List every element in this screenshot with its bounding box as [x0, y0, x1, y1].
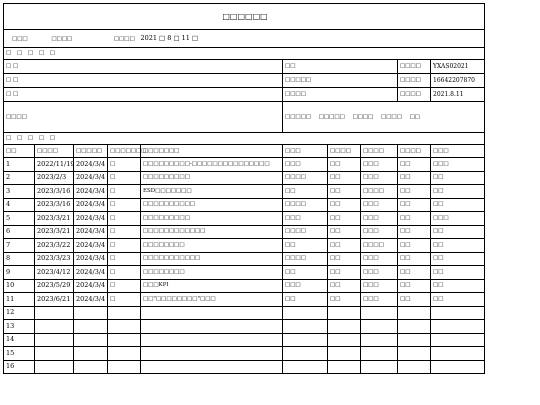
info-value-3: 2021.8.11 [431, 88, 485, 102]
table-row [4, 266, 485, 280]
cell-c3: □ [108, 212, 141, 226]
cell-c8: □□ [398, 293, 431, 307]
cell-c6: □□ [328, 252, 361, 266]
column-header-row [4, 145, 485, 158]
table-row [4, 185, 485, 199]
cell-desc: □□□□□□□□□□ [141, 198, 283, 212]
table-row [4, 320, 485, 334]
cell-c9 [431, 320, 485, 334]
cell-d2: 2024/3/4 [74, 239, 108, 253]
table-row [4, 198, 485, 212]
info-label-1: □□□□ [398, 60, 431, 74]
cell-no: 4 [4, 198, 35, 212]
scope-option-2[interactable]: □□□□□ [318, 113, 345, 120]
table-row [4, 212, 485, 226]
cell-c6: □□ [328, 158, 361, 172]
cell-c8: □□ [398, 171, 431, 185]
cell-desc: □□□KPI [141, 279, 283, 293]
info-key-2: □ □ [4, 74, 283, 88]
cell-d1 [35, 347, 74, 361]
cell-c6 [328, 333, 361, 347]
table-row [4, 171, 485, 185]
cell-c6: □□ [328, 293, 361, 307]
cell-c8: □□ [398, 239, 431, 253]
info-field-3: □□□□ [283, 88, 398, 102]
cell-desc [141, 306, 283, 320]
cell-c3: □ [108, 293, 141, 307]
cell-c3: □ [108, 171, 141, 185]
cell-c8: □□ [398, 212, 431, 226]
meta-date: 2021 □ 8 □ 11 □ [140, 33, 199, 42]
cell-d1: 2023/3/21 [35, 225, 74, 239]
cell-c6 [328, 306, 361, 320]
cell-desc: □□□□□□□□ [141, 239, 283, 253]
scope-option-3[interactable]: □□□□ [352, 113, 374, 120]
cell-c8: □□ [398, 266, 431, 280]
cell-c8 [398, 347, 431, 361]
cell-no: 15 [4, 347, 35, 361]
cell-c6: □□ [328, 212, 361, 226]
info-value-2: 16642207870 [431, 74, 485, 88]
cell-c6: □□ [328, 266, 361, 280]
info-key-1: □ □ [4, 60, 283, 74]
cell-c7: □□□ [361, 252, 398, 266]
cell-desc: ESD□□□□□□□ [141, 185, 283, 199]
cell-c5: □□□ [283, 212, 328, 226]
cell-c5: □□ [283, 293, 328, 307]
cell-c6: □□ [328, 225, 361, 239]
cell-c3: □ [108, 225, 141, 239]
cell-c5: □□□□ [283, 171, 328, 185]
cell-c5: □□□ [283, 279, 328, 293]
cell-no: 2 [4, 171, 35, 185]
cell-c7: □□□ [361, 198, 398, 212]
scope-label: □□□□ [4, 102, 283, 133]
document-sheet [3, 3, 484, 374]
cell-c7 [361, 333, 398, 347]
cell-c3: □ [108, 279, 141, 293]
cell-c9: □□ [431, 252, 485, 266]
cell-c7 [361, 347, 398, 361]
cell-desc [141, 320, 283, 334]
cell-c7: □□□ [361, 266, 398, 280]
cell-c8 [398, 306, 431, 320]
cell-c6 [328, 347, 361, 361]
cell-d1 [35, 360, 74, 374]
info-label-2: □□□□ [398, 74, 431, 88]
cell-d1: 2023/3/22 [35, 239, 74, 253]
cell-c7: □□□ [361, 279, 398, 293]
cell-c9: □□ [431, 239, 485, 253]
meta-label-2: □□□□ [113, 35, 135, 42]
cell-d2 [74, 333, 108, 347]
column-header: □□□□ [361, 145, 398, 158]
cell-desc: □□□□□□□□ [141, 266, 283, 280]
form-title: □□□□□□ [4, 4, 485, 30]
table-row [4, 347, 485, 361]
cell-d2 [74, 320, 108, 334]
cell-no: 12 [4, 306, 35, 320]
cell-d1: 2023/4/12 [35, 266, 74, 280]
cell-d2: 2024/3/4 [74, 293, 108, 307]
cell-c9 [431, 347, 485, 361]
cell-c7 [361, 320, 398, 334]
scope-options [283, 102, 485, 133]
table-row [4, 252, 485, 266]
cell-c5: □□□□ [283, 225, 328, 239]
cell-desc [141, 333, 283, 347]
cell-c8: □□ [398, 185, 431, 199]
cell-no: 7 [4, 239, 35, 253]
cell-d2 [74, 360, 108, 374]
cell-d2: 2024/3/4 [74, 171, 108, 185]
cell-c6: □□ [328, 185, 361, 199]
cell-d2: 2024/3/4 [74, 198, 108, 212]
cell-desc: □□□□□□□□□ [141, 171, 283, 185]
cell-no: 13 [4, 320, 35, 334]
cell-c3: □ [108, 185, 141, 199]
cell-d2: 2024/3/4 [74, 158, 108, 172]
cell-c8: □□ [398, 252, 431, 266]
info-field-1: □□ [283, 60, 398, 74]
cell-c9: □□ [431, 198, 485, 212]
column-header: □□ [4, 145, 35, 158]
cell-c8 [398, 333, 431, 347]
cell-c9: □□□ [431, 158, 485, 172]
cell-c5: □□□□ [283, 198, 328, 212]
meta-label-1: □□□ [12, 35, 28, 42]
info-field-2: □□□□□ [283, 74, 398, 88]
cell-c5 [283, 333, 328, 347]
table-body [4, 158, 485, 374]
cell-d1: 2023/3/16 [35, 185, 74, 199]
cell-desc: □□□□□□□□□□□ [141, 252, 283, 266]
cell-d1: 2022/11/19 [35, 158, 74, 172]
cell-c6 [328, 360, 361, 374]
info-key-3: □ □ [4, 88, 283, 102]
cell-d1: 2023/3/16 [35, 198, 74, 212]
scope-option-1[interactable]: □□□□□ [285, 113, 311, 120]
cell-c8 [398, 360, 431, 374]
column-header: □□□□□ [74, 145, 108, 158]
cell-c9: □□ [431, 266, 485, 280]
cell-c3: □ [108, 239, 141, 253]
cell-c7: □□□□ [361, 185, 398, 199]
cell-c9: □□ [431, 185, 485, 199]
cell-c9: □□ [431, 225, 485, 239]
cell-d1 [35, 306, 74, 320]
cell-d1: 2023/3/21 [35, 212, 74, 226]
cell-desc: □□□□□□□□□-□□□□□□□□□□□□□□□ [141, 158, 283, 172]
column-header: □□□ [431, 145, 485, 158]
cell-d1 [35, 320, 74, 334]
cell-c6: □□ [328, 279, 361, 293]
scope-option-4[interactable]: □□□□ [381, 113, 402, 120]
cell-d2 [74, 306, 108, 320]
cell-desc [141, 360, 283, 374]
cell-no: 10 [4, 279, 35, 293]
cell-no: 11 [4, 293, 35, 307]
column-header: □□□□ [328, 145, 361, 158]
column-header: □□□□ [35, 145, 74, 158]
cell-desc [141, 347, 283, 361]
cell-c7: □□□ [361, 293, 398, 307]
cell-c5: □□□ [283, 158, 328, 172]
cell-no: 16 [4, 360, 35, 374]
cell-c8: □□ [398, 279, 431, 293]
cell-d1: 2023/6/21 [35, 293, 74, 307]
cell-d1: 2023/3/23 [35, 252, 74, 266]
cell-d2: 2024/3/4 [74, 225, 108, 239]
section-header-2: □ □ □ □ □ [4, 133, 485, 145]
cell-no: 14 [4, 333, 35, 347]
cell-c8: □□ [398, 158, 431, 172]
cell-desc: □□□□□□□□□□□□ [141, 225, 283, 239]
table-row [4, 158, 485, 172]
cell-c9 [431, 360, 485, 374]
cell-d1: 2023/2/3 [35, 171, 74, 185]
cell-c9 [431, 333, 485, 347]
column-header: □□□□□□□ [141, 145, 283, 158]
table-row [4, 279, 485, 293]
cell-c7: □□□ [361, 225, 398, 239]
cell-c6: □□ [328, 198, 361, 212]
form-table [3, 3, 485, 374]
cell-c3 [108, 333, 141, 347]
cell-no: 5 [4, 212, 35, 226]
cell-c7 [361, 360, 398, 374]
cell-no: 8 [4, 252, 35, 266]
cell-c8: □□ [398, 225, 431, 239]
cell-c9: □□ [431, 171, 485, 185]
info-label-3: □□□□ [398, 88, 431, 102]
table-row [4, 333, 485, 347]
table-row [4, 239, 485, 253]
info-value-1: YXAS02021 [431, 60, 485, 74]
cell-c7: □□□ [361, 171, 398, 185]
cell-c3 [108, 320, 141, 334]
cell-c3: □ [108, 266, 141, 280]
cell-no: 3 [4, 185, 35, 199]
column-header: □□□□□□□ [108, 145, 141, 158]
cell-c9 [431, 306, 485, 320]
cell-c5: □□ [283, 185, 328, 199]
cell-c9: □□ [431, 279, 485, 293]
cell-c9: □□ [431, 293, 485, 307]
meta-row [4, 30, 485, 48]
cell-c7 [361, 306, 398, 320]
table-row [4, 360, 485, 374]
cell-d1: 2023/5/29 [35, 279, 74, 293]
table-row [4, 293, 485, 307]
cell-c3: □ [108, 252, 141, 266]
cell-c7: □□□□ [361, 239, 398, 253]
cell-c5 [283, 360, 328, 374]
cell-c5 [283, 347, 328, 361]
cell-c6: □□ [328, 171, 361, 185]
table-row [4, 225, 485, 239]
cell-d2: 2024/3/4 [74, 252, 108, 266]
cell-c5 [283, 320, 328, 334]
cell-no: 9 [4, 266, 35, 280]
cell-c7: □□□ [361, 158, 398, 172]
cell-d2: 2024/3/4 [74, 185, 108, 199]
cell-no: 1 [4, 158, 35, 172]
column-header: □□□□ [398, 145, 431, 158]
cell-c6: □□ [328, 239, 361, 253]
cell-c3 [108, 347, 141, 361]
cell-d2: 2024/3/4 [74, 212, 108, 226]
cell-c8 [398, 320, 431, 334]
cell-c3: □ [108, 198, 141, 212]
cell-c5 [283, 306, 328, 320]
cell-c7: □□□ [361, 212, 398, 226]
cell-no: 6 [4, 225, 35, 239]
cell-c3 [108, 306, 141, 320]
table-row [4, 306, 485, 320]
cell-c3: □ [108, 158, 141, 172]
cell-c8: □□ [398, 198, 431, 212]
column-header: □□□ [283, 145, 328, 158]
cell-c5: □□ [283, 266, 328, 280]
meta-value-1: □□□□ [51, 35, 73, 42]
cell-desc: □□□□□□□□□ [141, 212, 283, 226]
cell-c6 [328, 320, 361, 334]
cell-d2 [74, 347, 108, 361]
cell-d2: 2024/3/4 [74, 266, 108, 280]
cell-d1 [35, 333, 74, 347]
cell-c5: □□ [283, 239, 328, 253]
cell-c5: □□□□ [283, 252, 328, 266]
scope-option-5[interactable]: □□ [409, 113, 420, 120]
cell-c3 [108, 360, 141, 374]
section-header-1: □ □ □ □ □ [4, 48, 485, 60]
cell-c9: □□□ [431, 212, 485, 226]
cell-d2: 2024/3/4 [74, 279, 108, 293]
cell-desc: □□"□□□□□□□□"□□□ [141, 293, 283, 307]
